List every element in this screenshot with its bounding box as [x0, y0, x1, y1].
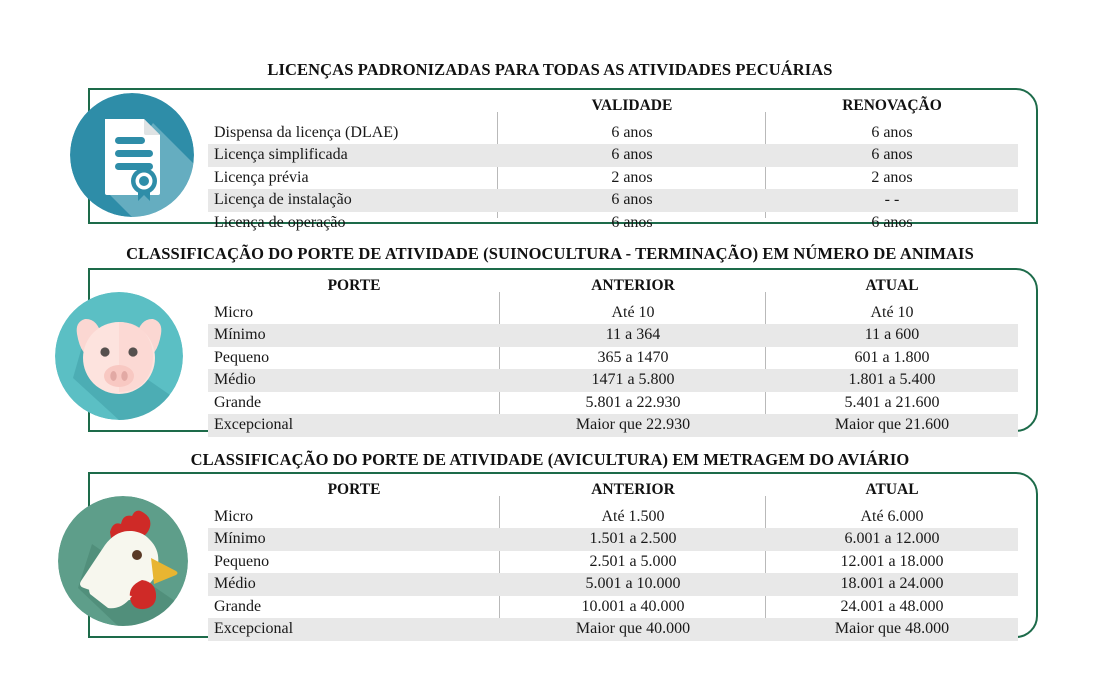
row-value-atual: Maior que 48.000	[766, 618, 1018, 640]
row-label: Mínimo	[208, 528, 500, 550]
row-value-anterior: 365 a 1470	[597, 348, 669, 366]
row-label: Médio	[208, 369, 500, 391]
table-row	[208, 528, 1018, 550]
row-value-atual: 601 a 1.800	[854, 348, 930, 366]
row-value-atual: 6.001 a 12.000	[766, 528, 1018, 550]
table-header-row	[208, 275, 1018, 302]
row-label: Médio	[208, 573, 500, 595]
row-value-validade: 2 anos	[611, 168, 653, 186]
table-row	[208, 573, 1018, 595]
row-label: Micro	[214, 508, 254, 525]
row-value-atual: Até 10	[870, 304, 914, 321]
row-label: Mínimo	[208, 324, 500, 346]
row-value-anterior: 5.801 a 22.930	[585, 393, 681, 411]
table-avicultura	[208, 479, 1018, 641]
row-label: Grande	[214, 597, 262, 615]
row-label: Grande	[214, 393, 262, 411]
row-value-validade: 6 anos	[611, 124, 653, 141]
row-value-anterior: 10.001 a 40.000	[581, 597, 685, 615]
row-value-validade: 6 anos	[498, 189, 766, 211]
row-value-atual: 11 a 600	[766, 324, 1018, 346]
row-value-renovacao: 6 anos	[871, 124, 913, 141]
table-row	[208, 212, 1018, 234]
row-label: Pequeno	[214, 348, 270, 366]
column-header-porte: PORTE	[327, 481, 381, 498]
table-row	[208, 347, 1018, 369]
column-header-atual: ATUAL	[865, 481, 919, 498]
column-header-porte: PORTE	[327, 277, 381, 294]
row-value-renovacao: 2 anos	[871, 168, 913, 186]
table-row	[208, 506, 1018, 528]
row-label: Micro	[214, 304, 254, 321]
row-value-validade: 6 anos	[611, 213, 653, 231]
row-label: Licença de instalação	[208, 189, 498, 211]
column-header-anterior: ANTERIOR	[591, 277, 675, 294]
row-value-renovacao: - -	[766, 189, 1018, 211]
row-value-atual: 1.801 a 5.400	[766, 369, 1018, 391]
row-label: Licença prévia	[214, 168, 309, 186]
table-row	[208, 392, 1018, 414]
table-row	[208, 596, 1018, 618]
row-value-renovacao: 6 anos	[766, 144, 1018, 166]
row-label: Licença de operação	[214, 213, 346, 231]
table-row	[208, 414, 1018, 436]
row-value-anterior: 5.001 a 10.000	[500, 573, 766, 595]
row-value-atual: 24.001 a 48.000	[840, 597, 944, 615]
table-row	[208, 302, 1018, 324]
row-value-anterior: 2.501 a 5.000	[589, 552, 677, 570]
row-value-validade: 6 anos	[498, 144, 766, 166]
section-title-licencas: LICENÇAS PADRONIZADAS PARA TODAS AS ATIVIDADES PECUÁRIAS	[267, 60, 833, 79]
row-value-atual: 18.001 a 24.000	[766, 573, 1018, 595]
row-label: Excepcional	[208, 414, 500, 436]
row-value-anterior: 1.501 a 2.500	[500, 528, 766, 550]
chicken-icon	[58, 496, 188, 626]
row-label: Licença simplificada	[208, 144, 498, 166]
column-header-2: RENOVAÇÃO	[842, 97, 942, 114]
table-row	[208, 618, 1018, 640]
row-value-anterior: Maior que 22.930	[500, 414, 766, 436]
row-value-atual: 5.401 a 21.600	[844, 393, 940, 411]
column-header-1: VALIDADE	[591, 97, 673, 114]
row-value-anterior: 11 a 364	[500, 324, 766, 346]
table-row	[208, 369, 1018, 391]
row-value-atual: Até 6.000	[860, 508, 924, 525]
row-value-anterior: Até 1.500	[601, 508, 665, 525]
section-title-avicultura: CLASSIFICAÇÃO DO PORTE DE ATIVIDADE (AVICULTURA) EM METRAGEM DO AVIÁRIO	[190, 450, 910, 469]
row-label: Excepcional	[208, 618, 500, 640]
row-value-atual: Maior que 21.600	[766, 414, 1018, 436]
row-label: Dispensa da licença (DLAE)	[214, 124, 399, 141]
column-header-anterior: ANTERIOR	[591, 481, 675, 498]
row-value-anterior: 1471 a 5.800	[500, 369, 766, 391]
table-row	[208, 324, 1018, 346]
table-header-row	[208, 479, 1018, 506]
row-value-anterior: Maior que 40.000	[500, 618, 766, 640]
pig-icon	[55, 292, 183, 420]
row-label: Pequeno	[214, 552, 270, 570]
column-header-atual: ATUAL	[865, 277, 919, 294]
row-value-atual: 12.001 a 18.000	[840, 552, 944, 570]
table-suinocultura	[208, 275, 1018, 437]
row-value-renovacao: 6 anos	[871, 213, 913, 231]
table-row	[208, 551, 1018, 573]
row-value-anterior: Até 10	[611, 304, 655, 321]
section-title-suinocultura: CLASSIFICAÇÃO DO PORTE DE ATIVIDADE (SUINOCULTURA - TERMINAÇÃO) EM NÚMERO DE ANIMAIS	[126, 244, 974, 263]
